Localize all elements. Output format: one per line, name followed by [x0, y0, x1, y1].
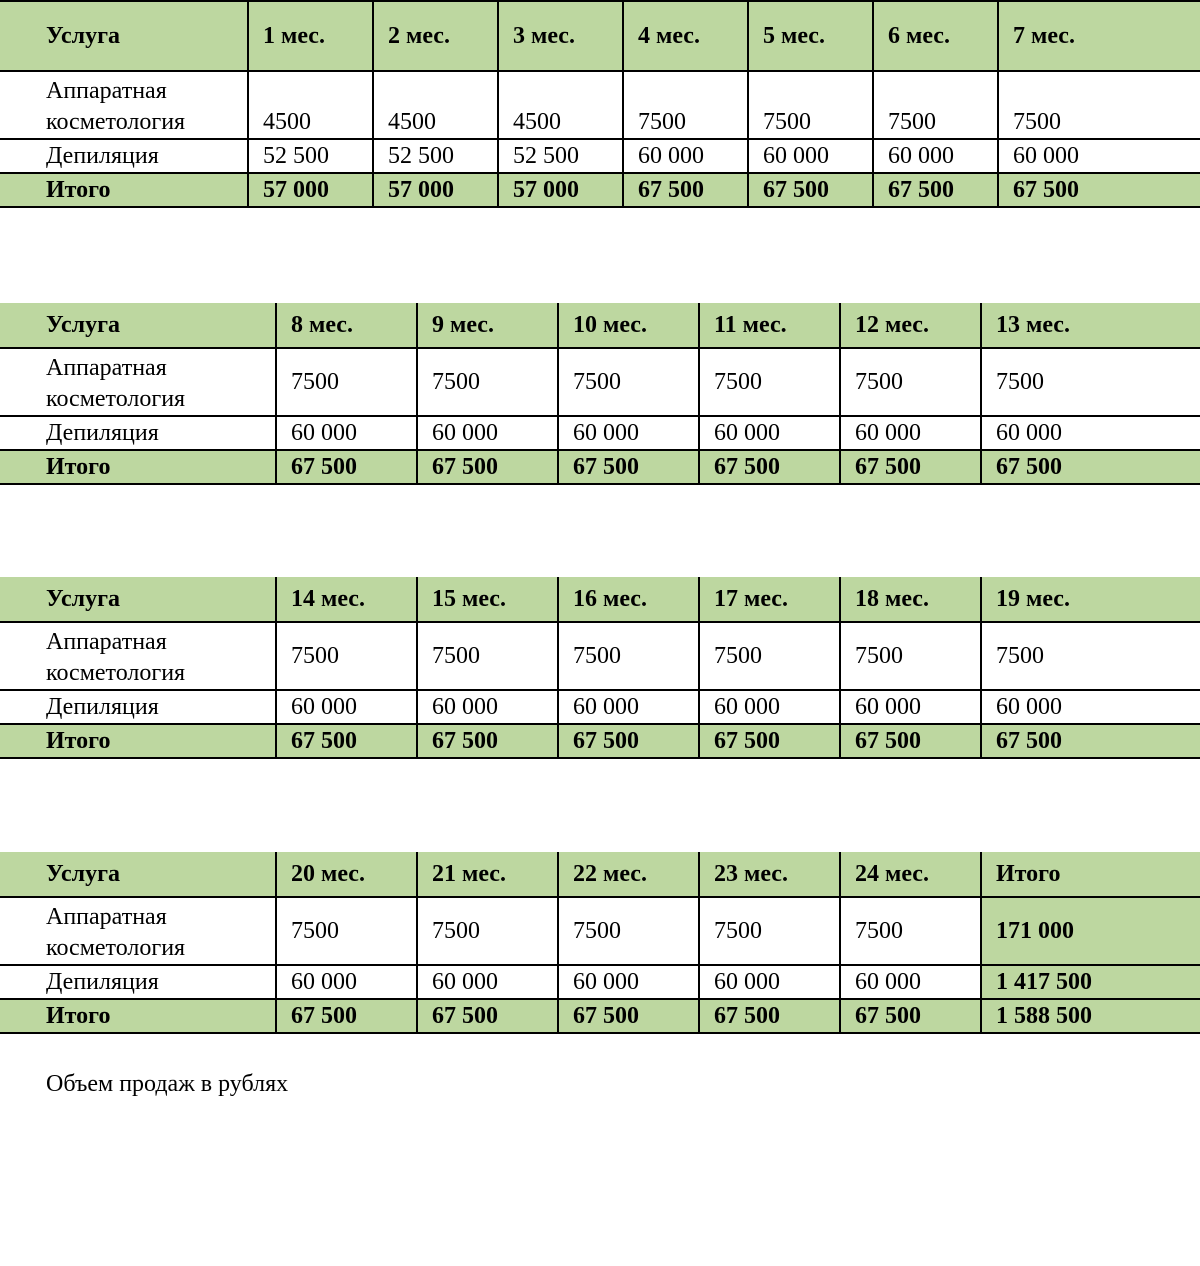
- value-cell: 7500: [558, 897, 699, 965]
- value-cell: 60 000: [417, 965, 558, 999]
- total-cell: 67 500: [558, 450, 699, 484]
- value-cell: 7500: [840, 348, 981, 416]
- table-row-hardware-cosmetology: [0, 71, 1200, 139]
- value-cell: 4500: [373, 71, 498, 139]
- value-cell: 7500: [840, 897, 981, 965]
- total-cell: 67 500: [873, 173, 998, 207]
- total-cell: 67 500: [417, 999, 558, 1033]
- table-header-row: [0, 1, 1200, 71]
- value-cell: 60 000: [699, 965, 840, 999]
- header-cell-month: 16 мес.: [558, 577, 699, 622]
- table-row-total: [0, 724, 1200, 758]
- value-cell: 7500: [558, 622, 699, 690]
- table-row-hardware-cosmetology: [0, 622, 1200, 690]
- header-cell-month: 21 мес.: [417, 852, 558, 897]
- value-cell: 7500: [276, 348, 417, 416]
- row-label-line: Аппаратная: [46, 904, 167, 930]
- table-row-depilation: [0, 416, 1200, 450]
- value-cell: 60 000: [840, 965, 981, 999]
- value-cell: 60 000: [417, 690, 558, 724]
- value-cell: 60 000: [558, 416, 699, 450]
- header-cell-month: 11 мес.: [699, 303, 840, 348]
- sales-table-months-20-24-total: [0, 852, 1200, 1034]
- header-cell-month: 18 мес.: [840, 577, 981, 622]
- value-cell: 7500: [998, 71, 1200, 139]
- row-label-line: Аппаратная: [46, 355, 167, 381]
- value-cell: 60 000: [748, 139, 873, 173]
- value-cell: 7500: [623, 71, 748, 139]
- value-cell: 60 000: [873, 139, 998, 173]
- row-label-line: косметология: [46, 109, 186, 135]
- table-header-row: [0, 852, 1200, 897]
- row-label-line: косметология: [46, 660, 186, 686]
- value-cell: 7500: [417, 622, 558, 690]
- value-cell: 60 000: [981, 690, 1200, 724]
- header-cell-grand-total: Итого: [981, 852, 1200, 897]
- table-row-depilation: [0, 690, 1200, 724]
- row-label-cell: Итого: [0, 724, 276, 758]
- header-cell-month: 23 мес.: [699, 852, 840, 897]
- header-cell-month: 5 мес.: [748, 1, 873, 71]
- row-label-cell: [0, 897, 276, 965]
- table-header-row: [0, 577, 1200, 622]
- value-cell: 60 000: [623, 139, 748, 173]
- header-cell-month: 20 мес.: [276, 852, 417, 897]
- header-cell-month: 8 мес.: [276, 303, 417, 348]
- value-cell: 4500: [498, 71, 623, 139]
- header-cell-month: 12 мес.: [840, 303, 981, 348]
- sales-table-months-8-13: [0, 303, 1200, 485]
- total-cell: 67 500: [623, 173, 748, 207]
- row-label-line: Аппаратная: [46, 78, 167, 104]
- table-caption: Объем продаж в рублях: [46, 1071, 289, 1097]
- header-cell-month: 17 мес.: [699, 577, 840, 622]
- table-row-total: [0, 999, 1200, 1033]
- total-cell: 67 500: [276, 450, 417, 484]
- total-cell: 67 500: [417, 450, 558, 484]
- value-cell: 7500: [873, 71, 998, 139]
- sales-table-months-1-7: [0, 0, 1200, 208]
- value-cell: 52 500: [373, 139, 498, 173]
- value-cell: 60 000: [276, 690, 417, 724]
- header-cell-month: 10 мес.: [558, 303, 699, 348]
- value-cell: 60 000: [276, 965, 417, 999]
- header-cell-month: 3 мес.: [498, 1, 623, 71]
- row-label-cell: Депиляция: [0, 965, 276, 999]
- value-cell: 7500: [699, 897, 840, 965]
- value-cell: 7500: [276, 897, 417, 965]
- total-cell: 67 500: [840, 999, 981, 1033]
- value-cell: 60 000: [558, 965, 699, 999]
- header-cell-service: Услуга: [0, 852, 276, 897]
- header-cell-month: 13 мес.: [981, 303, 1200, 348]
- value-cell: 52 500: [248, 139, 373, 173]
- header-cell-month: 7 мес.: [998, 1, 1200, 71]
- total-cell: 57 000: [373, 173, 498, 207]
- header-cell-month: 4 мес.: [623, 1, 748, 71]
- total-cell: 67 500: [840, 724, 981, 758]
- header-cell-month: 19 мес.: [981, 577, 1200, 622]
- header-cell-service: Услуга: [0, 1, 248, 71]
- header-cell-month: 22 мес.: [558, 852, 699, 897]
- header-cell-month: 1 мес.: [248, 1, 373, 71]
- value-cell: 7500: [981, 622, 1200, 690]
- row-label-cell: [0, 71, 248, 139]
- header-cell-month: 24 мес.: [840, 852, 981, 897]
- total-cell: 67 500: [998, 173, 1200, 207]
- total-cell: 67 500: [276, 724, 417, 758]
- header-cell-month: 2 мес.: [373, 1, 498, 71]
- value-cell: 7500: [417, 348, 558, 416]
- table-row-hardware-cosmetology: [0, 897, 1200, 965]
- row-label-cell: [0, 348, 276, 416]
- header-cell-month: 9 мес.: [417, 303, 558, 348]
- total-cell: 57 000: [498, 173, 623, 207]
- value-cell: 60 000: [840, 416, 981, 450]
- total-cell: 67 500: [840, 450, 981, 484]
- total-cell: 67 500: [699, 450, 840, 484]
- total-cell: 67 500: [748, 173, 873, 207]
- total-cell: 67 500: [417, 724, 558, 758]
- total-cell: 67 500: [981, 450, 1200, 484]
- row-label-line: Аппаратная: [46, 629, 167, 655]
- value-cell: 7500: [558, 348, 699, 416]
- value-cell: 7500: [417, 897, 558, 965]
- table-row-depilation: [0, 965, 1200, 999]
- value-cell: 7500: [981, 348, 1200, 416]
- header-cell-service: Услуга: [0, 577, 276, 622]
- header-cell-month: 15 мес.: [417, 577, 558, 622]
- total-cell: 67 500: [699, 999, 840, 1033]
- value-cell: 60 000: [699, 690, 840, 724]
- table-row-total: [0, 173, 1200, 207]
- value-cell: 60 000: [417, 416, 558, 450]
- value-cell: 60 000: [998, 139, 1200, 173]
- row-label-cell: [0, 622, 276, 690]
- table-header-row: [0, 303, 1200, 348]
- total-cell: 67 500: [699, 724, 840, 758]
- row-label-cell: Депиляция: [0, 139, 248, 173]
- row-label-cell: Депиляция: [0, 416, 276, 450]
- grand-total-cell: 171 000: [981, 897, 1200, 965]
- grand-total-cell: 1 417 500: [981, 965, 1200, 999]
- header-cell-month: 6 мес.: [873, 1, 998, 71]
- header-cell-service: Услуга: [0, 303, 276, 348]
- row-label-line: косметология: [46, 386, 186, 412]
- total-cell: 67 500: [558, 724, 699, 758]
- grand-total-cell: 1 588 500: [981, 999, 1200, 1033]
- table-row-depilation: [0, 139, 1200, 173]
- row-label-line: косметология: [46, 935, 186, 961]
- row-label-cell: Итого: [0, 450, 276, 484]
- value-cell: 7500: [699, 622, 840, 690]
- value-cell: 60 000: [276, 416, 417, 450]
- value-cell: 4500: [248, 71, 373, 139]
- total-cell: 67 500: [276, 999, 417, 1033]
- value-cell: 60 000: [981, 416, 1200, 450]
- value-cell: 60 000: [699, 416, 840, 450]
- value-cell: 7500: [748, 71, 873, 139]
- header-cell-month: 14 мес.: [276, 577, 417, 622]
- total-cell: 67 500: [558, 999, 699, 1033]
- row-label-cell: Итого: [0, 999, 276, 1033]
- table-row-total: [0, 450, 1200, 484]
- value-cell: 7500: [276, 622, 417, 690]
- table-row-hardware-cosmetology: [0, 348, 1200, 416]
- row-label-cell: Депиляция: [0, 690, 276, 724]
- total-cell: 67 500: [981, 724, 1200, 758]
- sales-table-months-14-19: [0, 577, 1200, 759]
- value-cell: 7500: [699, 348, 840, 416]
- value-cell: 7500: [840, 622, 981, 690]
- value-cell: 52 500: [498, 139, 623, 173]
- value-cell: 60 000: [840, 690, 981, 724]
- row-label-cell: Итого: [0, 173, 248, 207]
- value-cell: 60 000: [558, 690, 699, 724]
- total-cell: 57 000: [248, 173, 373, 207]
